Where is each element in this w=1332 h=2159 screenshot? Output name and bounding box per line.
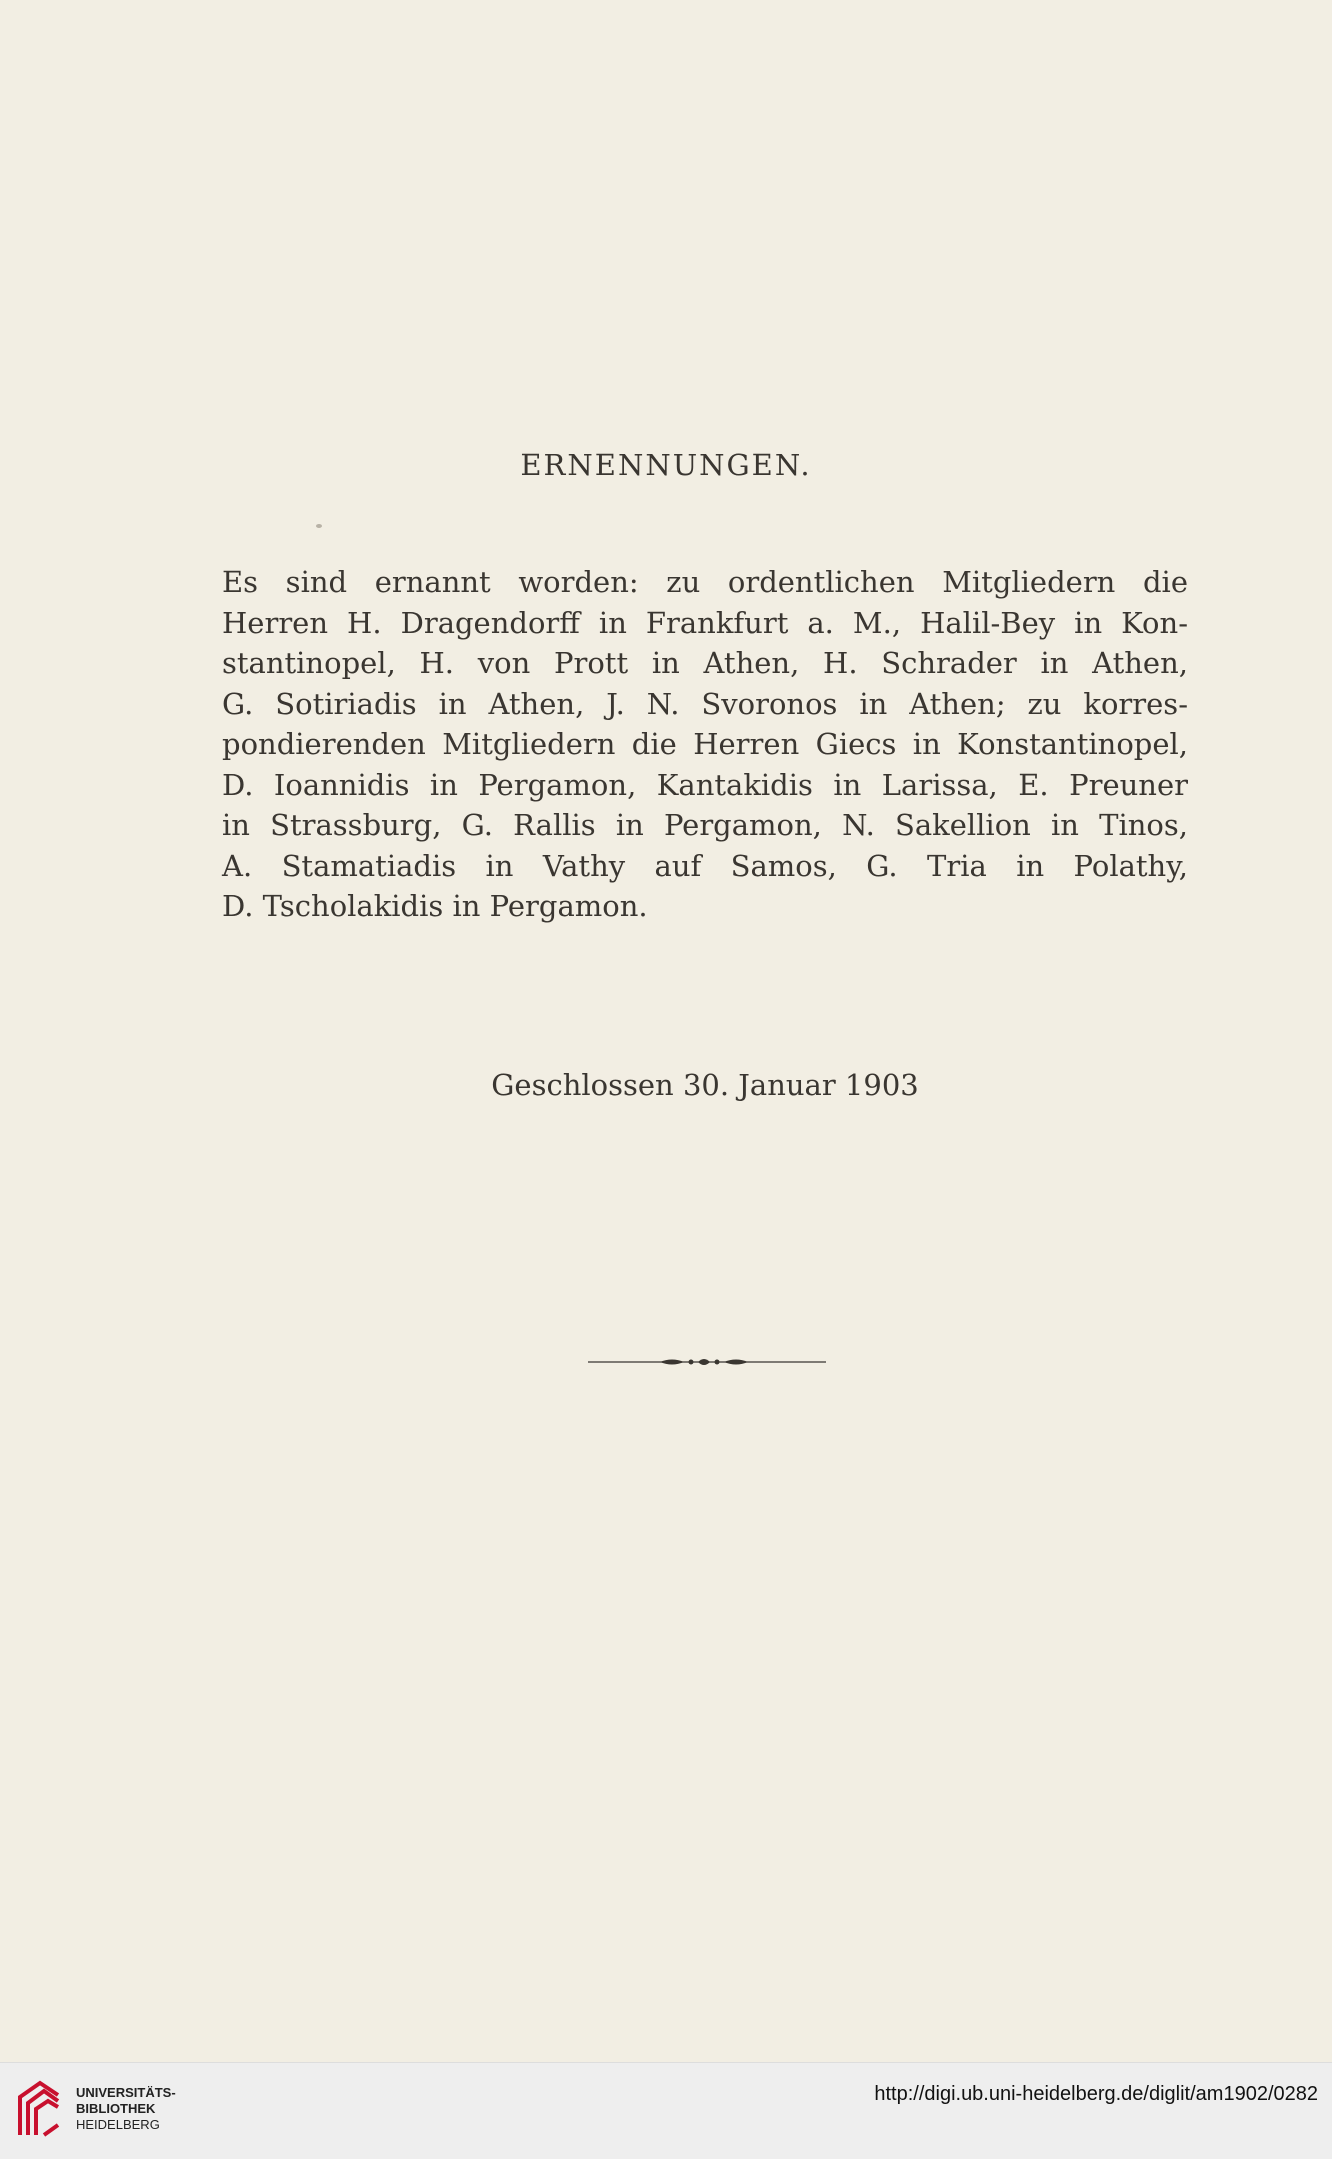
- library-logo-icon: [14, 2075, 64, 2141]
- library-name-line: HEIDELBERG: [76, 2117, 160, 2132]
- library-name: [76, 2085, 176, 2133]
- body-line: stantinopel, H. von Prott in Athen, H. Schrader in Athen,: [222, 646, 1188, 680]
- permalink-url[interactable]: http://digi.ub.uni-heidelberg.de/diglit/am1902/0282: [874, 2083, 1318, 2105]
- body-line: Es sind ernannt worden: zu ordentlichen Mitgliedern die: [222, 565, 1188, 599]
- ornament-divider-icon: [588, 1354, 826, 1370]
- closing-date: Geschlossen 30. Januar 1903: [491, 1068, 919, 1102]
- page-heading: ERNENNUNGEN.: [520, 448, 812, 482]
- body-line: Herren H. Dragendorff in Frankfurt a. M., Halil-Bey in Kon-: [222, 605, 1188, 640]
- body-line: D. Ioannidis in Pergamon, Kantakidis in Larissa, E. Preuner: [222, 767, 1188, 802]
- library-name-line: UNIVERSITÄTS-: [76, 2085, 176, 2100]
- library-name-line: BIBLIOTHEK: [76, 2101, 156, 2116]
- body-paragraph: [222, 562, 1188, 927]
- body-line: pondierenden Mitgliedern die Herren Giecs in Konstantinopel,: [222, 727, 1188, 761]
- body-line: G. Sotiriadis in Athen, J. N. Svoronos in Athen; zu korres-: [222, 686, 1188, 721]
- body-line: in Strassburg, G. Rallis in Pergamon, N. Sakellion in Tinos,: [222, 808, 1188, 842]
- paper-speck: [316, 524, 322, 528]
- library-footer: [0, 2062, 1332, 2159]
- body-line: D. Tscholakidis in Pergamon.: [222, 889, 648, 923]
- body-line: A. Stamatiadis in Vathy auf Samos, G. Tria in Polathy,: [222, 848, 1188, 883]
